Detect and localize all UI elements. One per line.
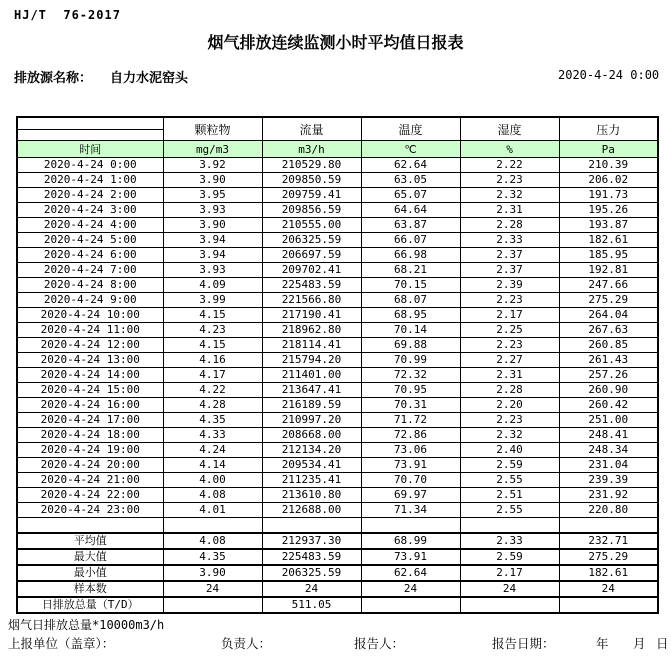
day-label: 日 <box>656 636 669 651</box>
value-cell: 185.95 <box>559 248 658 263</box>
summary-value-cell: 4.35 <box>163 549 262 565</box>
report-table-container <box>16 116 659 614</box>
summary-row <box>17 597 658 613</box>
time-cell: 2020-4-24 10:00 <box>17 308 163 323</box>
value-cell: 70.95 <box>361 383 460 398</box>
value-cell: 73.91 <box>361 458 460 473</box>
value-cell: 4.16 <box>163 353 262 368</box>
value-cell: 72.32 <box>361 368 460 383</box>
value-cell: 2.32 <box>460 188 559 203</box>
value-cell: 72.86 <box>361 428 460 443</box>
value-cell: 2.39 <box>460 278 559 293</box>
time-cell: 2020-4-24 12:00 <box>17 338 163 353</box>
value-cell: 251.00 <box>559 413 658 428</box>
summary-value-cell: 206325.59 <box>262 565 361 581</box>
value-cell: 209759.41 <box>262 188 361 203</box>
value-cell: 4.01 <box>163 503 262 518</box>
summary-value-cell: 182.61 <box>559 565 658 581</box>
value-cell: 73.06 <box>361 443 460 458</box>
summary-value-cell <box>163 597 262 613</box>
value-cell: 215794.20 <box>262 353 361 368</box>
value-cell: 3.90 <box>163 173 262 188</box>
time-cell: 2020-4-24 23:00 <box>17 503 163 518</box>
value-cell: 192.81 <box>559 263 658 278</box>
year-label: 年 <box>596 636 609 651</box>
value-cell: 2.40 <box>460 443 559 458</box>
empty-cell <box>262 518 361 534</box>
summary-value-cell: 24 <box>559 581 658 597</box>
month-label: 月 <box>633 636 646 651</box>
time-cell: 2020-4-24 9:00 <box>17 293 163 308</box>
summary-value-cell: 4.08 <box>163 533 262 549</box>
value-cell: 206325.59 <box>262 233 361 248</box>
value-cell: 3.99 <box>163 293 262 308</box>
value-cell: 3.92 <box>163 158 262 173</box>
table-row <box>17 278 658 293</box>
time-cell: 2020-4-24 20:00 <box>17 458 163 473</box>
responsible-label: 负责人： <box>221 636 272 651</box>
value-cell: 2.23 <box>460 413 559 428</box>
time-cell: 2020-4-24 7:00 <box>17 263 163 278</box>
value-cell: 2.51 <box>460 488 559 503</box>
value-cell: 210555.00 <box>262 218 361 233</box>
time-cell: 2020-4-24 17:00 <box>17 413 163 428</box>
value-cell: 248.41 <box>559 428 658 443</box>
time-cell: 2020-4-24 13:00 <box>17 353 163 368</box>
value-cell: 209702.41 <box>262 263 361 278</box>
value-cell: 213647.41 <box>262 383 361 398</box>
value-cell: 221566.80 <box>262 293 361 308</box>
summary-row <box>17 549 658 565</box>
summary-value-cell: 511.05 <box>262 597 361 613</box>
value-cell: 4.24 <box>163 443 262 458</box>
value-cell: 66.07 <box>361 233 460 248</box>
column-header-temperature: 温度 <box>361 117 460 141</box>
value-cell: 225483.59 <box>262 278 361 293</box>
value-cell: 4.14 <box>163 458 262 473</box>
value-cell: 63.87 <box>361 218 460 233</box>
value-cell: 4.00 <box>163 473 262 488</box>
emission-source-line <box>14 67 188 86</box>
empty-cell <box>163 518 262 534</box>
table-row <box>17 308 658 323</box>
value-cell: 70.99 <box>361 353 460 368</box>
value-cell: 248.34 <box>559 443 658 458</box>
column-header-humidity: 湿度 <box>460 117 559 141</box>
table-row <box>17 398 658 413</box>
value-cell: 66.98 <box>361 248 460 263</box>
value-cell: 64.64 <box>361 203 460 218</box>
value-cell: 257.26 <box>559 368 658 383</box>
summary-value-cell: 232.71 <box>559 533 658 549</box>
summary-row <box>17 533 658 549</box>
summary-value-cell: 212937.30 <box>262 533 361 549</box>
value-cell: 2.59 <box>460 458 559 473</box>
value-cell: 4.22 <box>163 383 262 398</box>
value-cell: 212688.00 <box>262 503 361 518</box>
value-cell: 211235.41 <box>262 473 361 488</box>
value-cell: 4.23 <box>163 323 262 338</box>
column-header-particulate: 颗粒物 <box>163 117 262 141</box>
table-row <box>17 233 658 248</box>
value-cell: 71.72 <box>361 413 460 428</box>
value-cell: 260.85 <box>559 338 658 353</box>
value-cell: 247.66 <box>559 278 658 293</box>
summary-value-cell: 24 <box>460 581 559 597</box>
time-cell: 2020-4-24 21:00 <box>17 473 163 488</box>
time-cell: 2020-4-24 11:00 <box>17 323 163 338</box>
table-row <box>17 458 658 473</box>
corner-divider-line <box>17 129 163 130</box>
report-datetime: 2020-4-24 0:00 <box>558 68 660 82</box>
time-cell: 2020-4-24 16:00 <box>17 398 163 413</box>
value-cell: 275.29 <box>559 293 658 308</box>
summary-value-cell <box>559 597 658 613</box>
value-cell: 68.21 <box>361 263 460 278</box>
table-row <box>17 428 658 443</box>
value-cell: 2.22 <box>460 158 559 173</box>
value-cell: 2.32 <box>460 428 559 443</box>
unit-temperature: ℃ <box>361 141 460 158</box>
value-cell: 70.70 <box>361 473 460 488</box>
table-row <box>17 203 658 218</box>
report-date-label: 报告日期： <box>492 636 555 651</box>
time-cell: 2020-4-24 5:00 <box>17 233 163 248</box>
table-row <box>17 353 658 368</box>
empty-cell <box>559 518 658 534</box>
summary-label-cell: 日排放总量（T/D） <box>17 597 163 613</box>
value-cell: 71.34 <box>361 503 460 518</box>
report-unit-label: 上报单位（盖章）： <box>8 636 115 651</box>
emission-source-label: 排放源名称： <box>14 71 93 86</box>
table-row <box>17 503 658 518</box>
unit-particulate: mg/m3 <box>163 141 262 158</box>
summary-label-cell: 样本数 <box>17 581 163 597</box>
value-cell: 210997.20 <box>262 413 361 428</box>
unit-flow: m3/h <box>262 141 361 158</box>
time-cell: 2020-4-24 15:00 <box>17 383 163 398</box>
value-cell: 231.04 <box>559 458 658 473</box>
value-cell: 3.95 <box>163 188 262 203</box>
summary-row <box>17 565 658 581</box>
summary-value-cell: 62.64 <box>361 565 460 581</box>
value-cell: 68.95 <box>361 308 460 323</box>
time-cell: 2020-4-24 2:00 <box>17 188 163 203</box>
summary-row <box>17 581 658 597</box>
corner-cell <box>17 117 163 141</box>
value-cell: 210.39 <box>559 158 658 173</box>
value-cell: 2.37 <box>460 263 559 278</box>
value-cell: 2.23 <box>460 338 559 353</box>
value-cell: 70.31 <box>361 398 460 413</box>
summary-value-cell: 225483.59 <box>262 549 361 565</box>
value-cell: 3.94 <box>163 248 262 263</box>
summary-value-cell: 24 <box>262 581 361 597</box>
summary-label-cell: 最小值 <box>17 565 163 581</box>
time-cell: 2020-4-24 14:00 <box>17 368 163 383</box>
time-header: 时间 <box>17 141 163 158</box>
value-cell: 195.26 <box>559 203 658 218</box>
value-cell: 70.14 <box>361 323 460 338</box>
value-cell: 68.07 <box>361 293 460 308</box>
value-cell: 209856.59 <box>262 203 361 218</box>
table-row <box>17 413 658 428</box>
value-cell: 2.31 <box>460 203 559 218</box>
value-cell: 191.73 <box>559 188 658 203</box>
value-cell: 208668.00 <box>262 428 361 443</box>
value-cell: 213610.80 <box>262 488 361 503</box>
value-cell: 62.64 <box>361 158 460 173</box>
empty-cell <box>17 518 163 534</box>
value-cell: 267.63 <box>559 323 658 338</box>
value-cell: 209534.41 <box>262 458 361 473</box>
value-cell: 212134.20 <box>262 443 361 458</box>
value-cell: 63.05 <box>361 173 460 188</box>
emission-source-name: 自力水泥窑头 <box>110 71 189 86</box>
value-cell: 260.42 <box>559 398 658 413</box>
value-cell: 4.15 <box>163 308 262 323</box>
summary-value-cell: 275.29 <box>559 549 658 565</box>
value-cell: 4.15 <box>163 338 262 353</box>
table-row <box>17 338 658 353</box>
summary-label-cell: 平均值 <box>17 533 163 549</box>
empty-cell <box>460 518 559 534</box>
value-cell: 239.39 <box>559 473 658 488</box>
summary-value-cell: 3.90 <box>163 565 262 581</box>
value-cell: 4.09 <box>163 278 262 293</box>
table-row <box>17 173 658 188</box>
table-row <box>17 323 658 338</box>
summary-value-cell <box>460 597 559 613</box>
time-cell: 2020-4-24 0:00 <box>17 158 163 173</box>
value-cell: 2.33 <box>460 233 559 248</box>
value-cell: 2.55 <box>460 473 559 488</box>
unit-header-row <box>17 141 658 158</box>
time-cell: 2020-4-24 19:00 <box>17 443 163 458</box>
value-cell: 220.80 <box>559 503 658 518</box>
value-cell: 218962.80 <box>262 323 361 338</box>
value-cell: 4.08 <box>163 488 262 503</box>
value-cell: 193.87 <box>559 218 658 233</box>
empty-cell <box>361 518 460 534</box>
value-cell: 3.90 <box>163 218 262 233</box>
value-cell: 65.07 <box>361 188 460 203</box>
value-cell: 211401.00 <box>262 368 361 383</box>
value-cell: 2.17 <box>460 308 559 323</box>
monitoring-table <box>16 116 659 614</box>
summary-value-cell: 2.59 <box>460 549 559 565</box>
value-cell: 70.15 <box>361 278 460 293</box>
value-cell: 2.23 <box>460 173 559 188</box>
table-row <box>17 488 658 503</box>
value-cell: 217190.41 <box>262 308 361 323</box>
value-cell: 218114.41 <box>262 338 361 353</box>
value-cell: 182.61 <box>559 233 658 248</box>
table-row <box>17 443 658 458</box>
unit-pressure: Pa <box>559 141 658 158</box>
time-cell: 2020-4-24 8:00 <box>17 278 163 293</box>
value-cell: 206697.59 <box>262 248 361 263</box>
value-cell: 3.94 <box>163 233 262 248</box>
summary-value-cell: 24 <box>163 581 262 597</box>
value-cell: 69.97 <box>361 488 460 503</box>
time-cell: 2020-4-24 3:00 <box>17 203 163 218</box>
summary-value-cell: 24 <box>361 581 460 597</box>
summary-value-cell: 68.99 <box>361 533 460 549</box>
summary-label-cell: 最大值 <box>17 549 163 565</box>
column-header-pressure: 压力 <box>559 117 658 141</box>
value-cell: 3.93 <box>163 263 262 278</box>
table-row <box>17 263 658 278</box>
spacer-row <box>17 518 658 534</box>
value-cell: 231.92 <box>559 488 658 503</box>
value-cell: 2.27 <box>460 353 559 368</box>
value-cell: 2.55 <box>460 503 559 518</box>
value-cell: 216189.59 <box>262 398 361 413</box>
unit-humidity: % <box>460 141 559 158</box>
value-cell: 210529.80 <box>262 158 361 173</box>
summary-value-cell <box>361 597 460 613</box>
table-row <box>17 293 658 308</box>
time-cell: 2020-4-24 22:00 <box>17 488 163 503</box>
value-cell: 2.37 <box>460 248 559 263</box>
table-row <box>17 218 658 233</box>
summary-value-cell: 2.33 <box>460 533 559 549</box>
value-cell: 4.17 <box>163 368 262 383</box>
page-title: 烟气排放连续监测小时平均值日报表 <box>207 33 464 52</box>
reporter-label: 报告人： <box>354 636 405 651</box>
table-row <box>17 158 658 173</box>
value-cell: 2.20 <box>460 398 559 413</box>
value-cell: 2.31 <box>460 368 559 383</box>
table-row <box>17 248 658 263</box>
footer-note: 烟气日排放总量*10000m3/h <box>8 618 165 632</box>
value-cell: 4.28 <box>163 398 262 413</box>
column-header-flow: 流量 <box>262 117 361 141</box>
value-cell: 260.90 <box>559 383 658 398</box>
value-cell: 264.04 <box>559 308 658 323</box>
value-cell: 2.28 <box>460 383 559 398</box>
value-cell: 69.88 <box>361 338 460 353</box>
value-cell: 209850.59 <box>262 173 361 188</box>
value-cell: 3.93 <box>163 203 262 218</box>
standard-number: HJ/T 76-2017 <box>14 8 121 22</box>
table-row <box>17 368 658 383</box>
time-cell: 2020-4-24 18:00 <box>17 428 163 443</box>
time-cell: 2020-4-24 4:00 <box>17 218 163 233</box>
table-row <box>17 473 658 488</box>
summary-value-cell: 73.91 <box>361 549 460 565</box>
value-cell: 4.33 <box>163 428 262 443</box>
column-header-row <box>17 117 658 141</box>
value-cell: 4.35 <box>163 413 262 428</box>
table-row <box>17 188 658 203</box>
time-cell: 2020-4-24 6:00 <box>17 248 163 263</box>
table-row <box>17 383 658 398</box>
value-cell: 206.02 <box>559 173 658 188</box>
value-cell: 261.43 <box>559 353 658 368</box>
value-cell: 2.23 <box>460 293 559 308</box>
value-cell: 2.25 <box>460 323 559 338</box>
value-cell: 2.28 <box>460 218 559 233</box>
time-cell: 2020-4-24 1:00 <box>17 173 163 188</box>
summary-value-cell: 2.17 <box>460 565 559 581</box>
